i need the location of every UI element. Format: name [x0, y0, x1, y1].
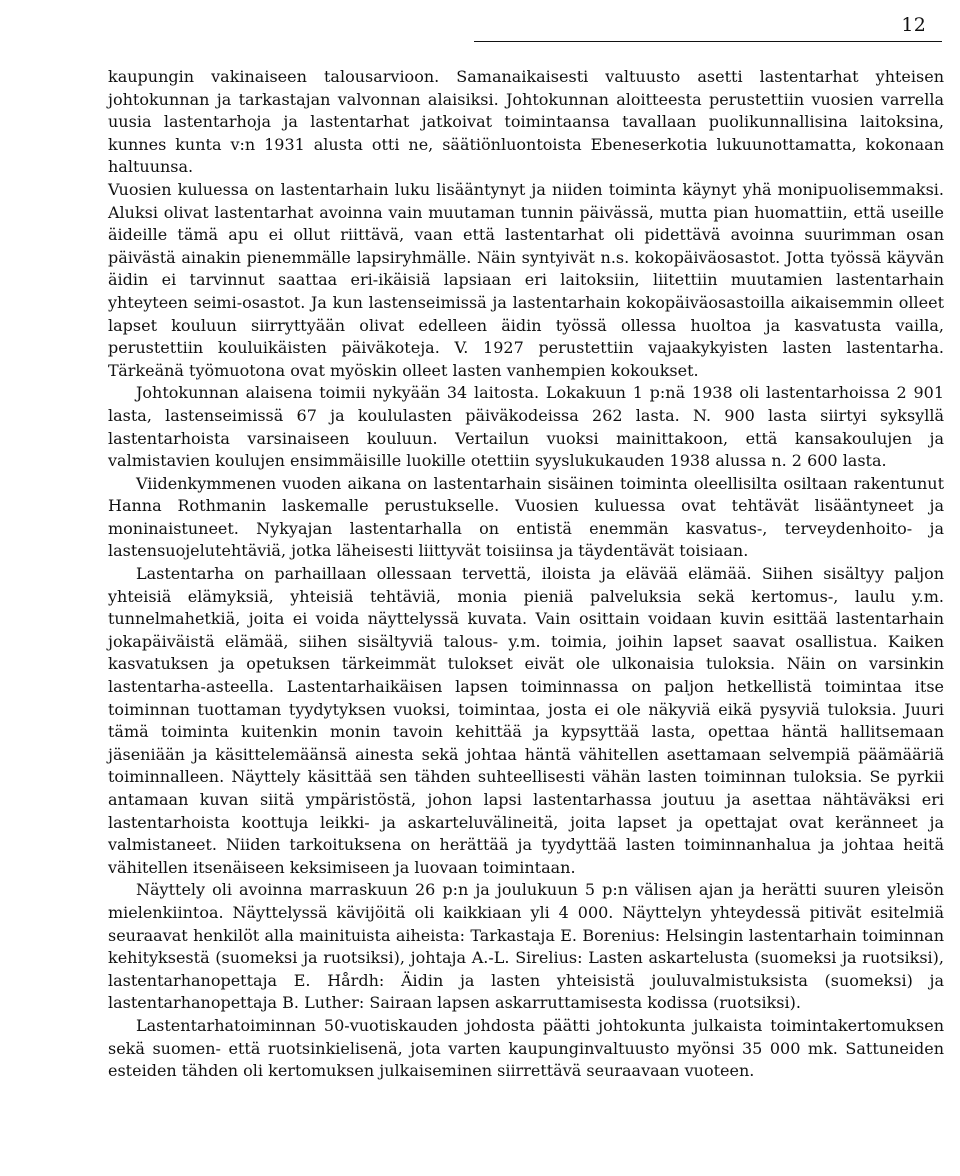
paragraph-6: Näyttely oli avoinna marraskuun 26 p:n ja joulukuun 5 p:n välisen ajan ja herätti suuren yleisön mielenkiintoa. Näyttelyssä kävijöitä oli kaikkiaan yli 4 000. Näyttelyn yhteydessä pitivät esitelmiä seuraavat henkilöt alla mainituista aiheista: Tarkastaja E. Borenius: Helsingin lastentarhain toiminnan kehityksestä (suomeksi ja ruotsiksi), johtaja A.-L. Sirelius: Lasten askartelusta (suomeksi ja ruotsiksi), lastentarhanopettaja E. Hårdh: Äidin ja lasten yhteisistä jouluvalmistuksista (suomeksi) ja lastentarhanopettaja B. Luther: Sairaan lapsen askarruttamisesta kodissa (ruotsiksi). [108, 880, 944, 1013]
header-rule [474, 41, 942, 42]
paragraph-7: Lastentarhatoiminnan 50-vuotiskauden johdosta päätti johtokunta julkaista toimintakertomuksen sekä suomen- että ruotsinkielisenä, jota varten kaupunginvaltuusto myönsi 35 000 mk. Sattuneiden esteiden tähden oli kertomuksen julkaiseminen siirrettävä seuraavaan vuoteen. [108, 1015, 944, 1081]
body-text [108, 66, 944, 1083]
paragraph-5: Lastentarha on parhaillaan ollessaan tervettä, iloista ja elävää elämää. Siihen sisältyy paljon yhteisiä elämyksiä, yhteisiä tehtäviä, monia pieniä palveluksia sekä kertomus-, laulu y.m. tunnelmahetkiä, joita ei voida näyttelyssä kuvata. Vain osittain voidaan kuvin esittää lastentarhain jokapäiväistä elämää, siihen sisältyviä talous- y.m. toimia, joihin lapset saavat osallistua. Kaiken kasvatuksen ja opetuksen tärkeimmät tulokset eivät ole ulkonaisia tuloksia. Näin on varsinkin lastentarha-asteella. Lastentarhaikäisen lapsen toiminnassa on paljon hetkellistä toimintaa itse toiminnan tuottaman tyydytyksen vuoksi, toimintaa, josta ei ole näkyviä eikä pysyviä tuloksia. Juuri tämä toiminta kuitenkin monin tavoin kehittää ja kypsyttää lasta, opettaa häntä hallitsemaan jäseniään ja käsittelemäänsä ainesta sekä johtaa häntä vähitellen asettamaan selvempiä päämääriä toiminnalleen. Näyttely käsittää sen tähden suhteellisesti vähän lasten toiminnan tuloksia. Se pyrkii antamaan kuvan siitä ympäristöstä, johon lapsi lastentarhassa joutuu ja asettaa nähtäväksi eri lastentarhoista koottuja leikki- ja askarteluvälineitä, joita lapset ja opettajat ovat keränneet ja valmistaneet. Niiden tarkoituksena on herättää ja tyydyttää lasten toiminnanhalua ja johtaa heitä vähitellen itsenäiseen keksimiseen ja luovaan toimintaan. [108, 564, 944, 877]
paragraph-2: Vuosien kuluessa on lastentarhain luku lisääntynyt ja niiden toiminta käynyt yhä monipuolisemmaksi. Aluksi olivat lastentarhat avoinna vain muutaman tunnin päivässä, mutta pian huomattiin, että useille äideille tämä apu ei ollut riittävä, vaan että lastentarhat oli pidettävä avoinna suurimman osan päivästä ainakin pienemmälle lapsiryhmälle. Näin syntyivät n.s. kokopäiväosastot. Jotta työssä käyvän äidin ei tarvinnut saattaa eri-ikäisiä lapsiaan eri laitoksiin, liitettiin muutamien lastentarhain yhteyteen seimi-osastot. Ja kun lastenseimissä ja lastentarhain kokopäiväosastoilla aikaisemmin olleet lapset kouluun siirryttyään olivat edelleen äidin työssä ollessa huoltoa ja kasvatusta vailla, perustettiin kouluikäisten päiväkoteja. V. 1927 perustettiin vajaakykyisten lasten lastentarha. Tärkeänä työmuotona ovat myöskin olleet lasten vanhempien kokoukset. [108, 179, 944, 380]
paragraph-3: Johtokunnan alaisena toimii nykyään 34 laitosta. Lokakuun 1 p:nä 1938 oli lastentarhoissa 2 901 lasta, lastenseimissä 67 ja koululasten päiväkodeissa 262 lasta. N. 900 lasta siirtyi syksyllä lastentarhoista varsinaiseen kouluun. Vertailun vuoksi mainittakoon, että kansakoulujen ja valmistavien koulujen ensimmäisille luokille otettiin syyslukukauden 1938 alussa n. 2 600 lasta. [108, 383, 944, 471]
page-number: 12 [901, 14, 926, 36]
paragraph-1: kaupungin vakinaiseen talousarvioon. Samanaikaisesti valtuusto asetti lastentarhat yhteisen johtokunnan ja tarkastajan valvonnan alaisiksi. Johtokunnan aloitteesta perustettiin vuosien varrella uusia lastentarhoja ja lastentarhat jatkoivat toimintaansa tavallaan puolikunnallisina laitoksina, kunnes kunta v:n 1931 alusta otti ne, säätiönluontoista Ebeneserkotia lukuunottamatta, kokonaan haltuunsa. [108, 67, 944, 177]
page-header [474, 14, 944, 36]
paragraph-4: Viidenkymmenen vuoden aikana on lastentarhain sisäinen toiminta oleellisilta osiltaan rakentunut Hanna Rothmanin laskemalle perustukselle. Vuosien kuluessa ovat tehtävät lisääntyneet ja moninaistuneet. Nykyajan lastentarhalla on entistä enemmän kasvatus-, terveydenhoito- ja lastensuojelutehtäviä, jotka läheisesti liittyvät toisiinsa ja täydentävät toisiaan. [108, 473, 944, 561]
